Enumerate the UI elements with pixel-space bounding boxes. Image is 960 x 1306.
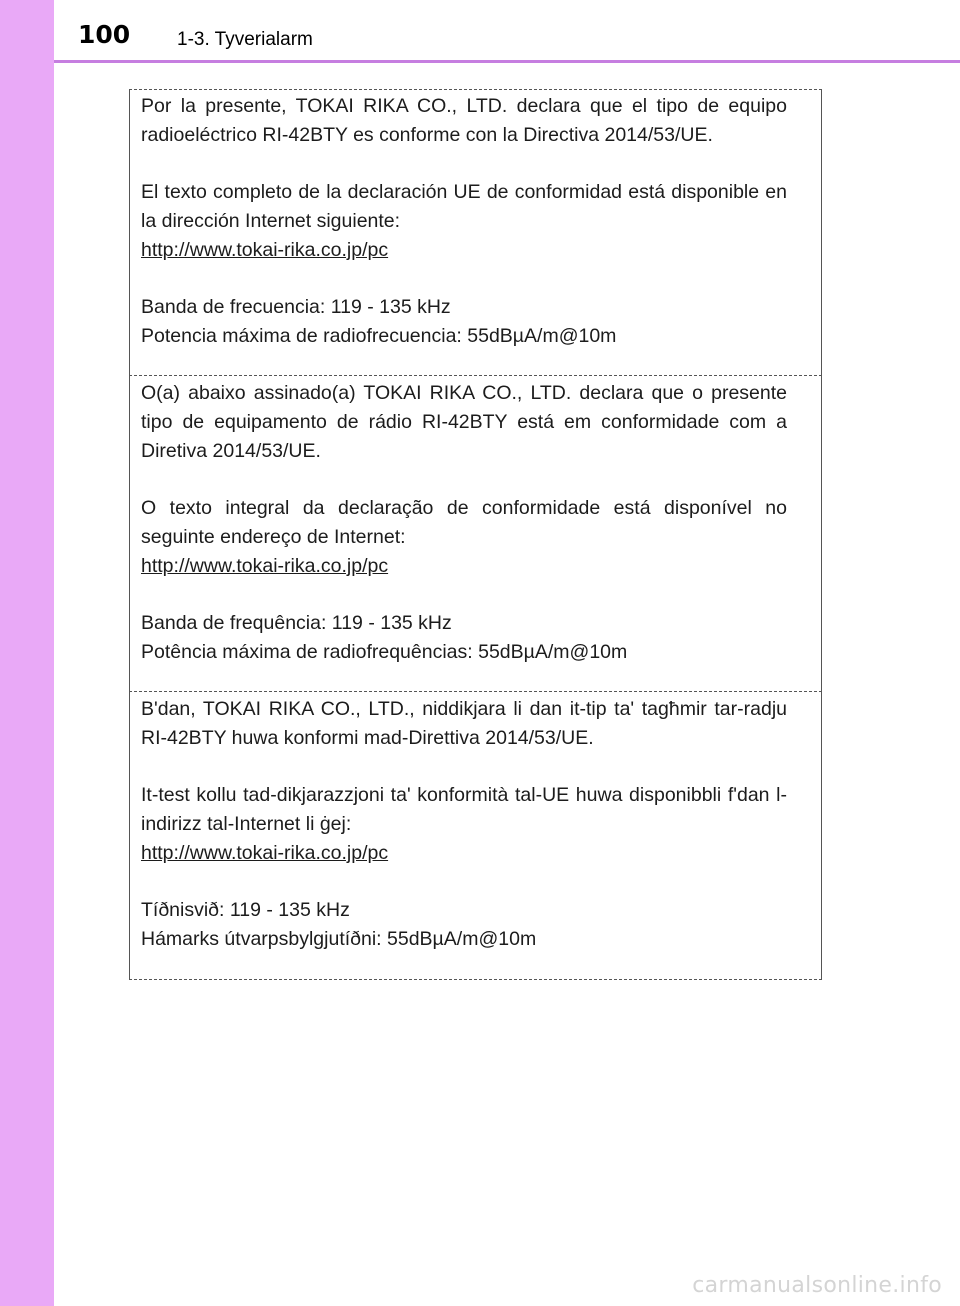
declaration-url[interactable]: http://www.tokai-rika.co.jp/pc xyxy=(141,842,389,864)
chapter-side-tab xyxy=(0,0,54,1306)
box-top-border xyxy=(129,89,822,90)
declaration-link-es[interactable] xyxy=(141,236,787,265)
box-bottom-border xyxy=(129,979,822,980)
frequency-band-pt: Banda de frequência: 119 - 135 kHz xyxy=(141,612,452,634)
declaration-statement-es: Por la presente, TOKAI RIKA CO., LTD. declara que el tipo de equipo radioeléctrico RI-42BTY es conforme con la Directiva 2014/53/UE. xyxy=(141,95,787,146)
frequency-band-es: Banda de frecuencia: 119 - 135 kHz xyxy=(141,296,451,318)
section-separator xyxy=(129,375,822,376)
declaration-url[interactable]: http://www.tokai-rika.co.jp/pc xyxy=(141,239,389,261)
declaration-link-pt[interactable] xyxy=(141,552,787,581)
declaration-availability-mt: It-test kollu tad-dikjarazzjoni ta' konformità tal-UE huwa disponibbli f'dan l-indirizz tal-Internet li ġej: xyxy=(141,784,787,835)
max-power-es: Potencia máxima de radiofrecuencia: 55dBµA/m@10m xyxy=(141,325,617,347)
watermark: carmanualsonline.info xyxy=(692,1273,942,1298)
declaration-url[interactable]: http://www.tokai-rika.co.jp/pc xyxy=(141,555,389,577)
header-rule xyxy=(54,60,960,63)
declaration-availability-pt: O texto integral da declaração de conformidade está disponível no seguinte endereço de Internet: xyxy=(141,497,787,548)
frequency-band-is: Tíðnisvið: 119 - 135 kHz xyxy=(141,899,350,921)
declaration-availability-es: El texto completo de la declaración UE de conformidad está disponible en la dirección Internet siguiente: xyxy=(141,181,787,232)
page-number: 100 xyxy=(78,20,131,49)
section-title: 1-3. Tyverialarm xyxy=(177,29,313,50)
max-power-is: Hámarks útvarpsbylgjutíðni: 55dBµA/m@10m xyxy=(141,928,537,950)
declaration-statement-pt: O(a) abaixo assinado(a) TOKAI RIKA CO., LTD. declara que o presente tipo de equipamento de rádio RI-42BTY está em conformidade com a Diretiva 2014/53/UE. xyxy=(141,382,787,462)
max-power-pt: Potência máxima de radiofrequências: 55dBµA/m@10m xyxy=(141,641,628,663)
section-separator xyxy=(129,691,822,692)
declaration-statement-mt: B'dan, TOKAI RIKA CO., LTD., niddikjara li dan it-tip ta' tagħmir tar-radju RI-42BTY huwa konformi mad-Direttiva 2014/53/UE. xyxy=(141,698,787,749)
declaration-link-mt[interactable] xyxy=(141,839,787,868)
